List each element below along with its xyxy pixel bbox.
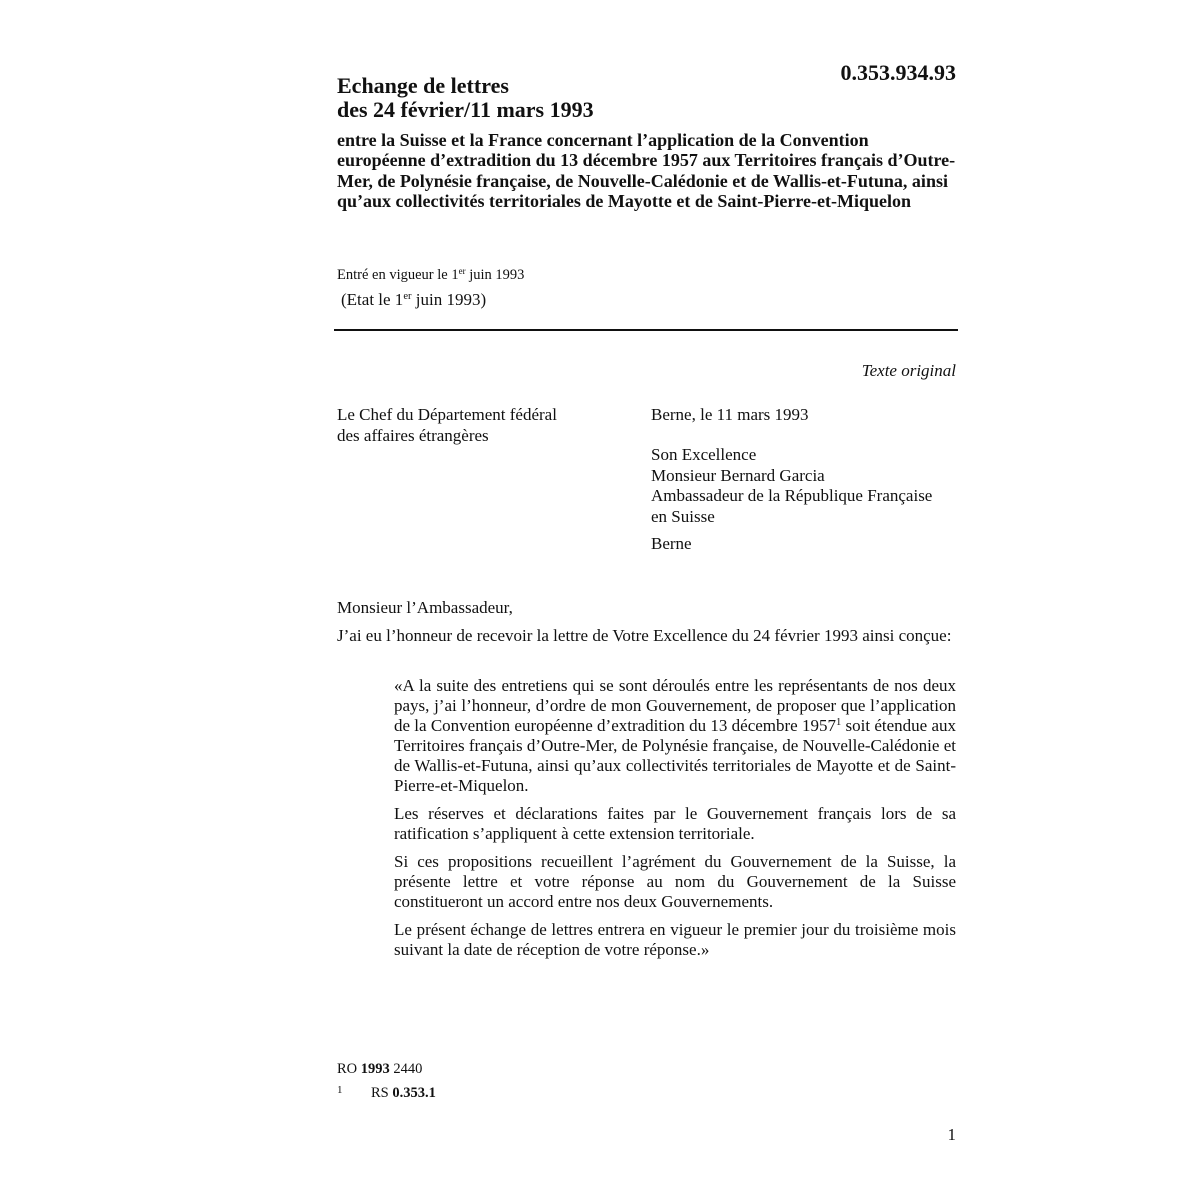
quote-p1-before: «A la suite des entretiens qui se sont déroulés entre les représentants de nos deux pays, j’ai l’honneur, d’ordre de mon Gouvernement, de proposer que l’application de la Convention européenne d’extradition du 13 décembre 1957 [394,676,956,735]
sender-line-1: Le Chef du Département fédéral [337,405,557,424]
quote-p1-after: soit étendue aux Territoires français d’Outre-Mer, de Polynésie française, de Nouvelle-Calédonie et de Wallis-et-Futuna, ainsi qu’aux collectivités territoriales de Mayotte et de Saint-Pierre-et-Miquelon. [394,716,957,795]
recipient-city: Berne [651,534,692,553]
letter-recipient [651,445,961,527]
title-line-2: des 24 février/11 mars 1993 [337,97,594,122]
state-prefix: (Etat le 1 [341,290,404,309]
footnote [337,1081,436,1102]
quoted-letter [394,676,956,968]
quote-paragraph-4: Le présent échange de lettres entrera en vigueur le premier jour du troisième mois suivant la date de réception de votre réponse.» [394,920,956,959]
salutation: Monsieur l’Ambassadeur, [337,598,513,617]
entry-into-force [337,266,524,284]
intro-paragraph: J’ai eu l’honneur de recevoir la lettre de Votre Excellence du 24 février 1993 ainsi conçue: [337,626,952,645]
entry-prefix: Entré en vigueur le 1 [337,267,459,283]
header-divider [334,329,958,331]
footnote-reference: 1 [835,717,842,729]
entry-suffix: juin 1993 [465,267,525,283]
footnote-ref: 0.353.1 [392,1084,436,1101]
footnote-mark: 1 [337,1084,343,1096]
state-date [341,289,486,311]
recipient-line-4: en Suisse [651,506,715,526]
recipient-line-2: Monsieur Bernard Garcia [651,465,825,485]
title-line-1: Echange de lettres [337,73,509,98]
recipient-line-1: Son Excellence [651,445,757,464]
quote-paragraph-2: Les réserves et déclarations faites par le Gouvernement français lors de sa ratification s’appliquent à cette extension territoriale. [394,804,956,843]
texte-original-label: Texte original [861,361,956,380]
recipient-line-3: Ambassadeur de la République Française [651,486,933,505]
ro-prefix: RO [337,1061,361,1077]
document-title [337,74,737,122]
footnote-prefix: RS [371,1084,393,1101]
letter-dateline: Berne, le 11 mars 1993 [651,405,809,424]
ro-year: 1993 [360,1061,390,1077]
quote-paragraph-3: Si ces propositions recueillent l’agrément du Gouvernement de la Suisse, la présente lettre et votre réponse au nom du Gouvernement de la Suisse constitueront un accord entre nos deux Gouvernements. [394,852,956,911]
page-number: 1 [947,1125,956,1144]
quote-paragraph-1 [394,676,956,796]
entry-sup: er [458,266,466,277]
sender-line-2: des affaires étrangères [337,425,489,445]
document-subtitle: entre la Suisse et la France concernant l’application de la Convention européenne d’extradition du 13 décembre 1957 aux Territoires français d’Outre-Mer, de Polynésie française, de Nouvelle-Calédonie et de Wallis-et-Futuna, ainsi qu’aux collectivités territoriales de Mayotte et de Saint-Pierre-et-Miquelon [337,130,956,212]
ro-page: 2440 [389,1061,423,1077]
state-sup: er [403,291,412,303]
state-suffix: juin 1993) [411,290,487,309]
letter-sender [337,405,617,446]
sr-number: 0.353.934.93 [840,60,956,85]
footer-ro-reference [337,1060,422,1078]
